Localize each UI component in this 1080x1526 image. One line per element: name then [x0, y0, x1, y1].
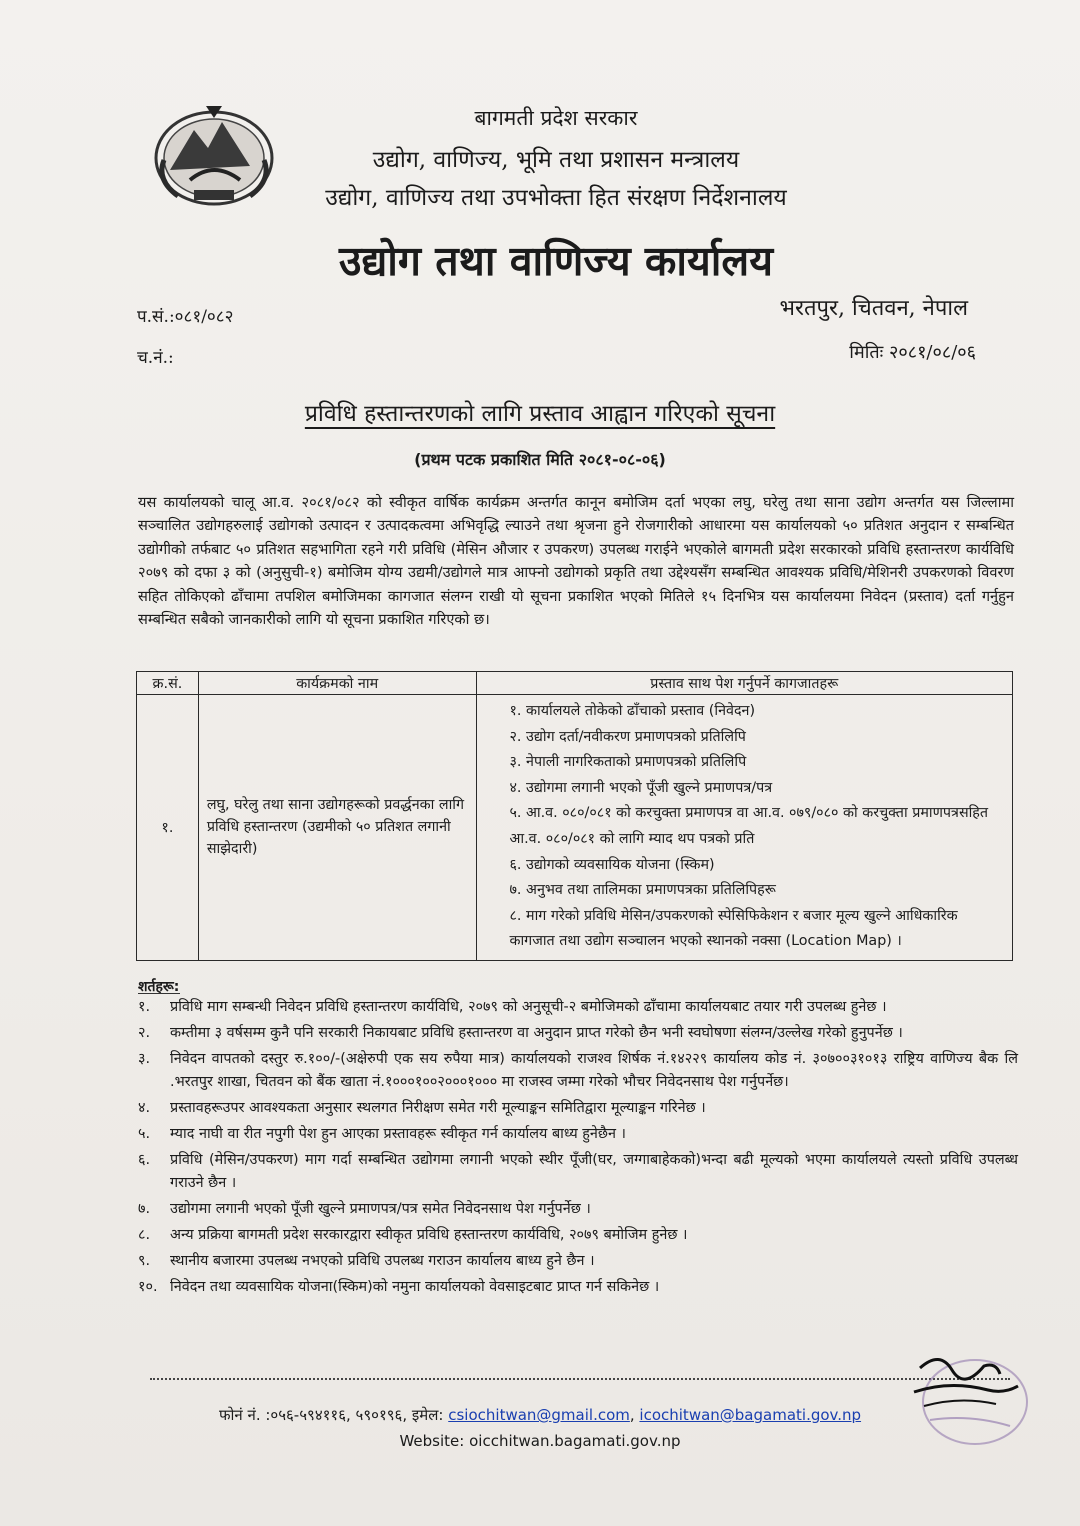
- list-item: ५. म्याद नाघी वा रीत नपुगी पेश हुन आएका प्रस्तावहरू स्वीकृत गर्न कार्यालय बाध्य हुनेछैन ।: [138, 1126, 626, 1142]
- list-item: २. उद्योग दर्ता/नवीकरण प्रमाणपत्रको प्रतिलिपि: [509, 728, 746, 745]
- list-item: ८. अन्य प्रक्रिया बागमती प्रदेश सरकारद्वारा स्वीकृत प्रविधि हस्तान्तरण कार्यविधि, २०७९ बमोजिम हुनेछ ।: [138, 1227, 688, 1243]
- website-line: Website: oicchitwan.bagamati.gov.np: [399, 1432, 681, 1450]
- email-link-primary[interactable]: csiochitwan@gmail.com: [448, 1406, 630, 1424]
- list-item: ७. उद्योगमा लगानी भएको पूँजी खुल्ने प्रमाणपत्र/पत्र समेत निवेदनसाथ पेश गर्नुपर्नेछ ।: [138, 1201, 591, 1217]
- header-program: कार्यक्रमको नाम: [198, 672, 476, 695]
- phone-info: फोनं नं. :०५६-५९४११६, ५९०१९६, इमेल:: [218, 1406, 449, 1424]
- header-documents: प्रस्ताव साथ पेश गर्नुपर्ने कागजातहरू: [476, 672, 1013, 695]
- list-item: १. प्रविधि माग सम्बन्धी निवेदन प्रविधि हस्तान्तरण कार्यविधि, २०७९ को अनुसूची-२ बमोजिमको ढाँचामा कार्यालयबाट तयार गरी उपलब्ध हुनेछ ।: [138, 999, 887, 1015]
- notice-subject: प्रविधि हस्तान्तरणको लागि प्रस्ताव आह्वान गरिएको सूचना: [304, 401, 776, 427]
- list-item: ६. उद्योगको व्यवसायिक योजना (स्किम): [509, 856, 715, 873]
- reference-number: प.सं.:०८१/०८२: [137, 307, 234, 327]
- list-item: ८. माग गरेको प्रविधि मेसिन/उपकरणको स्पेसिफिकेशन र बजार मूल्य खुल्ने आधिकारिक कागजात तथा उद्योग सञ्चालन भएको स्थानको नक्सा (Location Map) ।: [509, 907, 958, 950]
- conditions-title: शर्तहरू:: [138, 979, 180, 995]
- footer-divider: [150, 1378, 1010, 1380]
- signature-stamp-icon: [900, 1340, 1030, 1450]
- list-item: ७. अनुभव तथा तालिमका प्रमाणपत्रका प्रतिलिपिहरू: [509, 882, 776, 899]
- header-serial: क्र.सं.: [137, 672, 199, 695]
- requirements-table: [136, 671, 1013, 961]
- table-header-row: [137, 672, 1013, 695]
- email-link-secondary[interactable]: icochitwan@bagamati.gov.np: [639, 1406, 862, 1424]
- office-name: उद्योग तथा वाणिज्य कार्यालय: [338, 237, 773, 285]
- list-item: ३. निवेदन वापतको दस्तुर रु.१००/-(अक्षेरुपी एक सय रुपैया मात्र) कार्यालयको राजश्व शिर्षक नं.१४२२९ कार्यालय कोड नं. ३०७००३१०१३ राष्ट्रिय वाणिज्य बैक लि .भरतपुर शाखा, चितवन को बैंक खाता नं.१०००१००२०००१००० मा राजस्व जम्मा गरेको भौचर निवेदनसाथ पेश गर्नुपर्नेछ।: [138, 1051, 1018, 1090]
- contact-line: फोनं नं. :०५६-५९४११६, ५९०१९६, इमेल: csiochitwan@gmail.com, icochitwan@bagamati.gov.np: [218, 1406, 862, 1424]
- row-program: लघु, घरेलु तथा साना उद्योगहरूको प्रवर्द्धनका लागि प्रविधि हस्तान्तरण (उद्यमीको ५० प्रतिशत लगानी साझेदारी): [198, 695, 476, 961]
- notice-body: यस कार्यालयको चालू आ.व. २०८१/०८२ को स्वीकृत वार्षिक कार्यक्रम अन्तर्गत कानून बमोजिम दर्ता भएका लघु, घरेलु तथा साना उद्योग अन्तर्गत यस जिल्लामा सञ्चालित उद्योगहरुलाई उद्योगको उत्पादन र उत्पादकत्वमा अभिवृद्धि ल्याउने तथा श्रृजना हुने रोजगारीको आधारमा यस कार्यालयको ५० प्रतिशत अनुदान र सम्बन्धित उद्योगीको तर्फबाट ५० प्रतिशत सहभागिता रहने गरी प्रविधि (मेसिन औजार र उपकरण) उपलब्ध गराईने भएकोले बागमती प्रदेश सरकारको प्रविधि हस्तान्तरण कार्यविधि २०७९ को दफा ३ को (अनुसुची-१) बमोजिम योग्य उद्यमी/उद्योगले मात्र आफ्नो उद्योगको प्रकृति तथा उद्देश्यसँग सम्बन्धित आवश्यक प्रविधि/मेशिनरी उपकरणको विवरण सहित तोकिएको ढाँचामा तपशिल बमोजिमका कागजात संलग्न राखी यो सूचना प्रकाशित भएको मितिले १५ दिनभित्र यस कार्यालयमा निवेदन (प्रस्ताव) दर्ता गर्नुहुन सम्बन्धित सबैको जानकारीको लागि यो सूचना प्रकाशित गरिएको छ।: [138, 494, 1014, 629]
- dispatch-number: च.नं.:: [137, 348, 174, 368]
- list-item: ४. उद्योगमा लगानी भएको पूँजी खुल्ने प्रमाणपत्र/पत्र: [509, 779, 773, 796]
- list-item: ३. नेपाली नागरिकताको प्रमाणपत्रको प्रतिलिपि: [509, 754, 747, 771]
- list-item: १०. निवेदन तथा व्यवसायिक योजना(स्किम)को नमुना कार्यालयको वेवसाइटबाट प्राप्त गर्न सकिनेछ ।: [138, 1279, 660, 1295]
- notice-date: मितिः २०८१/०८/०६: [849, 342, 976, 363]
- conditions-list: [138, 996, 1018, 1302]
- list-item: ४. प्रस्तावहरूउपर आवश्यकता अनुसार स्थलगत निरीक्षण समेत गरी मूल्याङ्कन समितिद्वारा मूल्याङ्कन गरिनेछ ।: [138, 1100, 706, 1116]
- conditions-title-underline: [138, 993, 180, 994]
- province-government: बागमती प्रदेश सरकार: [474, 106, 638, 130]
- list-item: २. कम्तीमा ३ वर्षसम्म कुनै पनि सरकारी निकायबाट प्रविधि हस्तान्तरण वा अनुदान प्राप्त गरेको छैन भनी स्वघोषणा संलग्न/उल्लेख गरेको हुनुपर्नेछ ।: [138, 1025, 903, 1041]
- document-list: [478, 696, 1012, 959]
- row-serial: १.: [137, 695, 199, 961]
- list-item: ६. प्रविधि (मेसिन/उपकरण) माग गर्दा सम्बन्धित उद्योगमा लगानी भएको स्थीर पूँजी(घर, जग्गाबाहेकको)भन्दा बढी मूल्यको भएमा कार्यालयले त्यस्तो प्रविधि उपलब्ध गराउने छैन ।: [138, 1152, 1018, 1191]
- list-item: ५. आ.व. ०८०/०८१ को करचुक्ता प्रमाणपत्र वा आ.व. ०७९/०८० को करचुक्ता प्रमाणपत्रसहित आ.व. ०८०/०८१ को लागि म्याद थप पत्रको प्रति: [509, 805, 989, 847]
- row-documents: [476, 695, 1013, 961]
- list-item: ९. स्थानीय बजारमा उपलब्ध नभएको प्रविधि उपलब्ध गराउन कार्यालय बाध्य हुने छैन ।: [138, 1253, 595, 1269]
- list-item: १. कार्यालयले तोकेको ढाँचाको प्रस्ताव (निवेदन): [509, 703, 756, 719]
- first-published-date: (प्रथम पटक प्रकाशित मिति २०८१-०८-०६): [414, 450, 666, 469]
- office-location: भरतपुर, चितवन, नेपाल: [779, 296, 968, 321]
- ministry-name: उद्योग, वाणिज्य, भूमि तथा प्रशासन मन्त्रालय: [372, 147, 740, 173]
- directorate-name: उद्योग, वाणिज्य तथा उपभोक्ता हित संरक्षण निर्देशनालय: [325, 185, 787, 211]
- table-row: [137, 695, 1013, 961]
